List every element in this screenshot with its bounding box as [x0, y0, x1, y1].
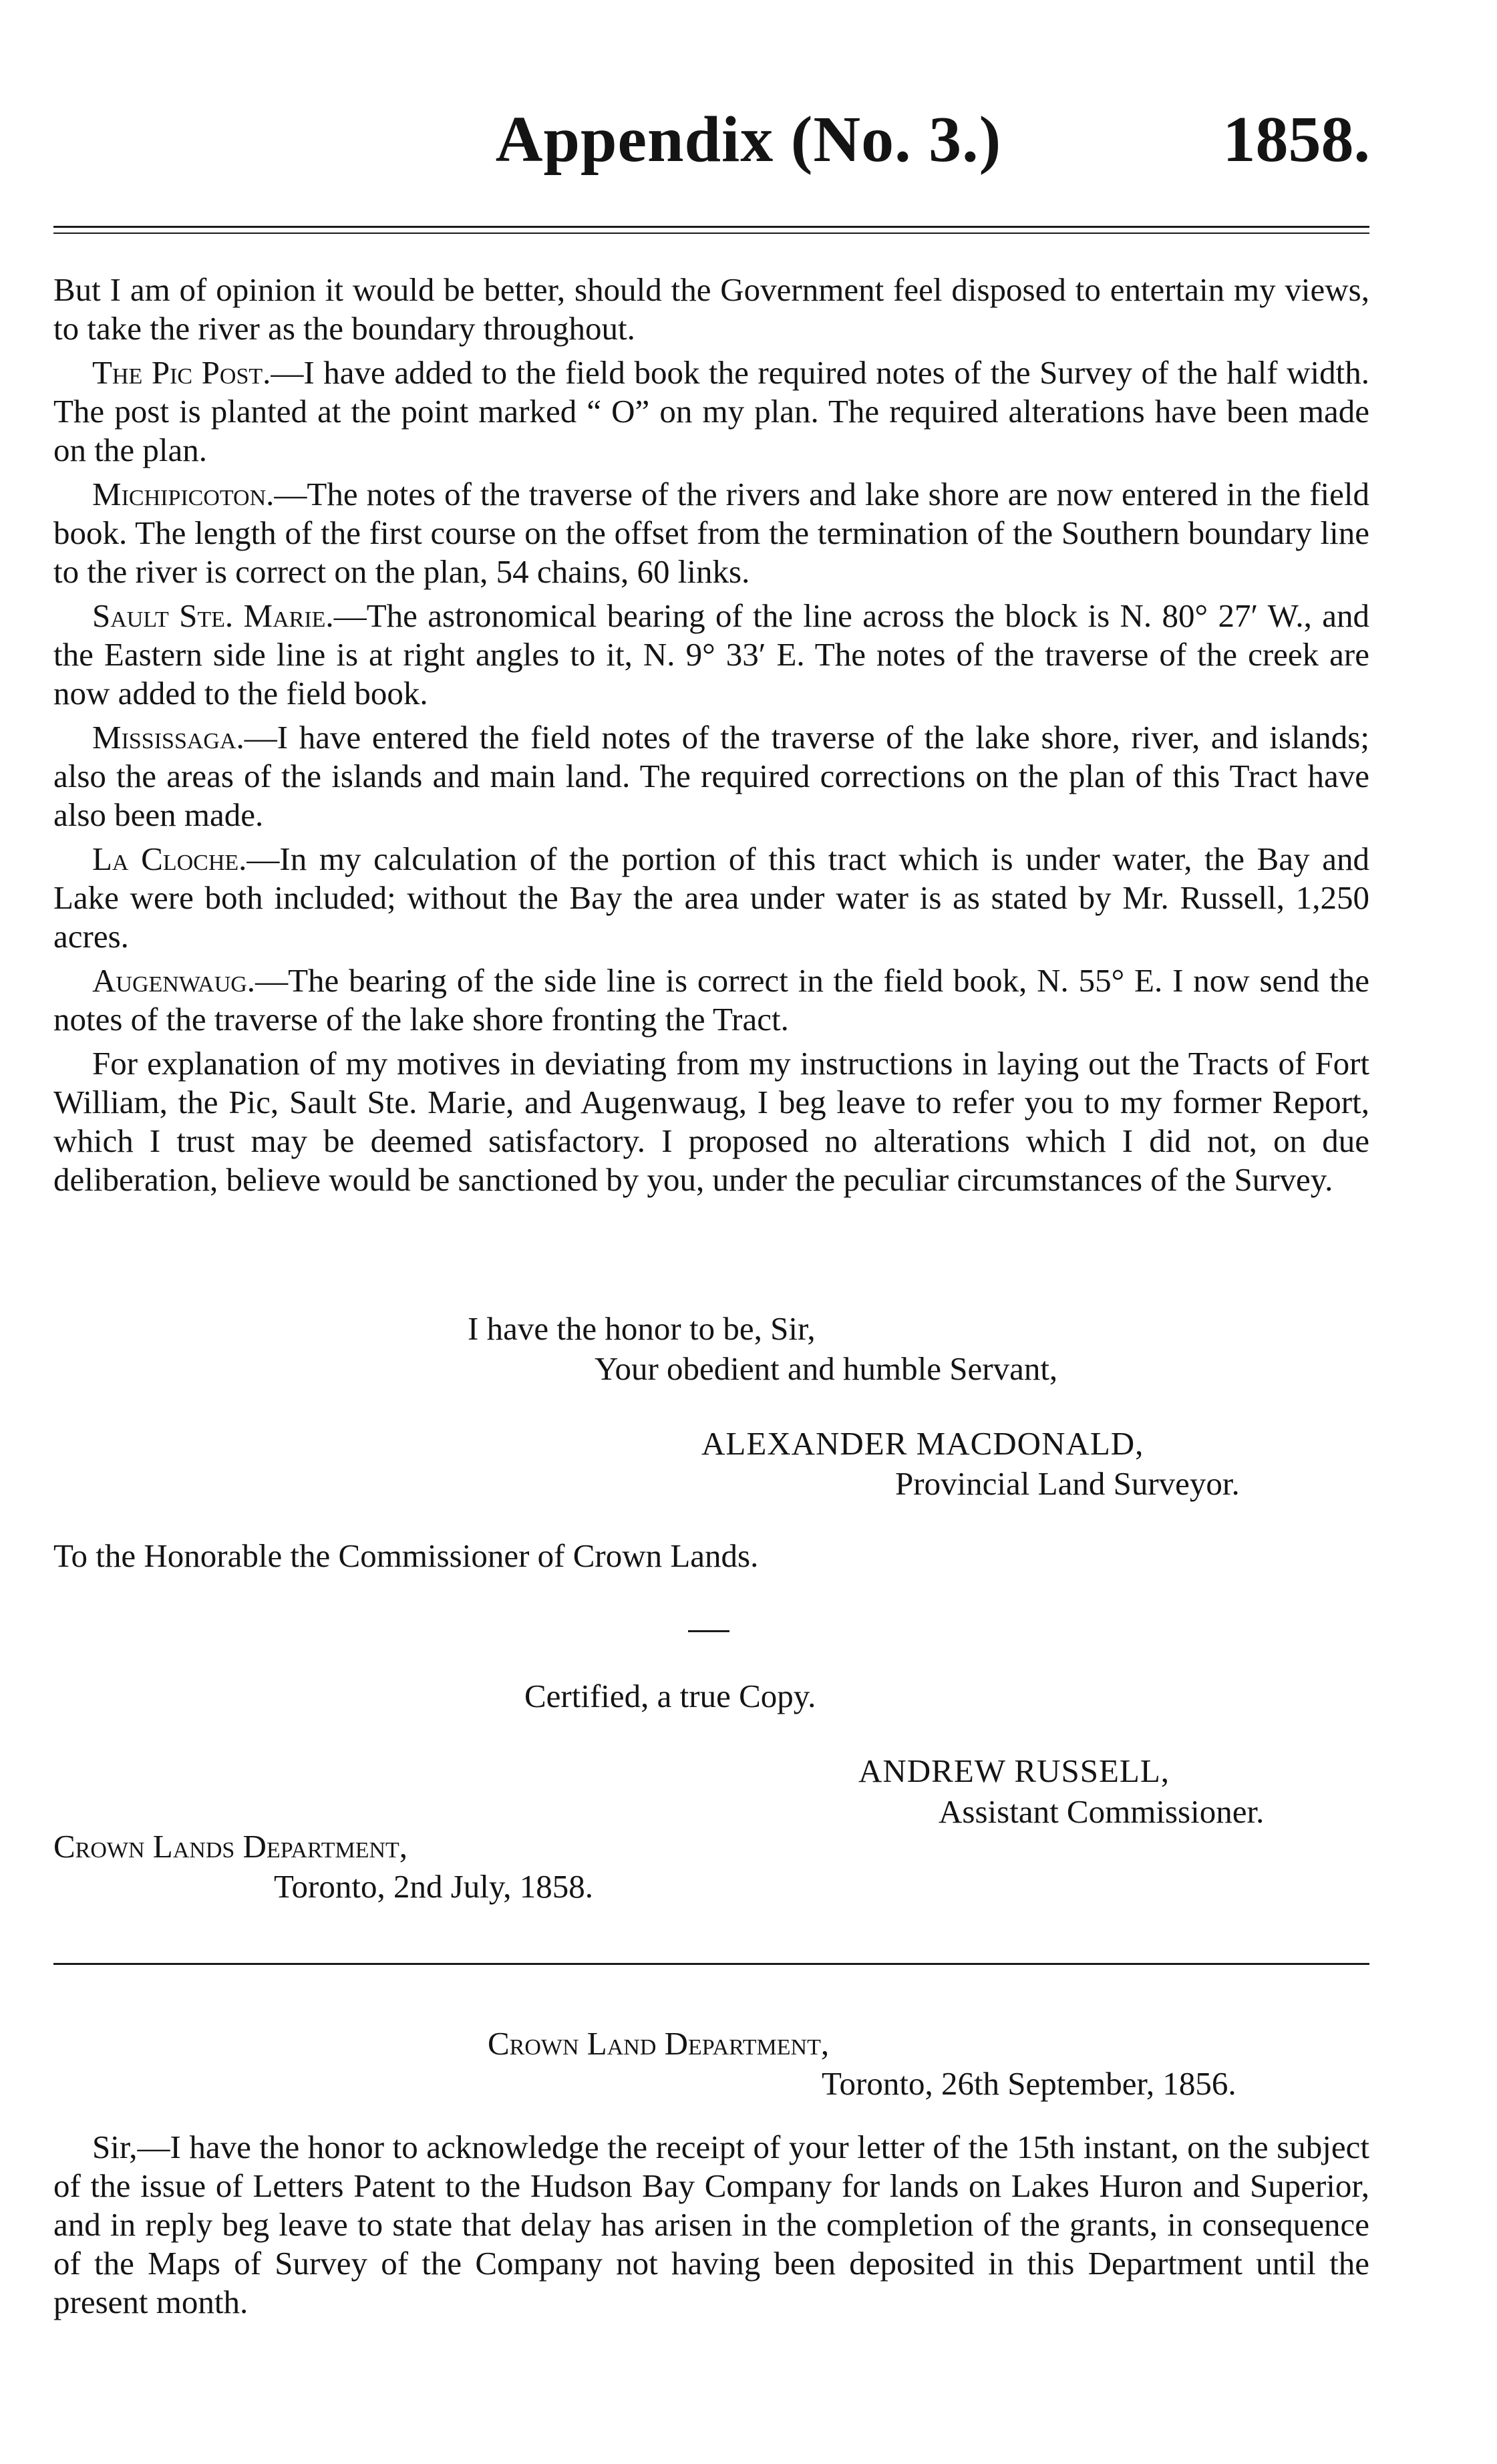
- closing-line-2: Your obedient and humble Servant,: [595, 1350, 1058, 1387]
- section-heading: Mississaga.: [92, 719, 244, 756]
- closing-line-1: I have the honor to be, Sir,: [468, 1310, 816, 1347]
- paragraph-pic-post: [53, 353, 1369, 470]
- letter2-body: [53, 2128, 1369, 2327]
- section-text: —I have added to the field book the required notes of the Survey of the half width. The post is planted at the point marked “ O” on my plan. The required alterations have been made on the plan.: [53, 354, 1369, 468]
- page-year: 1858.: [1222, 104, 1370, 176]
- section-heading: Sault Ste. Marie.: [92, 597, 334, 634]
- section-heading: Augenwaug.: [92, 962, 256, 999]
- letter2-place-date: Toronto, 26th September, 1856.: [822, 2065, 1236, 2102]
- paragraph-explanation: For explanation of my motives in deviating from my instructions in laying out the Tracts of Fort William, the Pic, Sault Ste. Marie, and Augenwaug, I beg leave to refer you to my former Report, which I trust may be deemed satisfactory. I proposed no alterations which I did not, on due deliberation, believe would be sanctioned by you, under the peculiar circumstances of the Survey.: [53, 1045, 1369, 1198]
- signature-title: Provincial Land Surveyor.: [895, 1465, 1240, 1502]
- section-rule: [53, 1963, 1369, 1965]
- header-rule-bottom: [53, 233, 1369, 234]
- signature-name: ALEXANDER MACDONALD,: [701, 1425, 1144, 1462]
- section-text: —The astronomical bearing of the line across the block is N. 80° 27′ W., and the Eastern side line is at right angles to it, N. 9° 33′ E. The notes of the traverse of the creek are now added to the field book.: [53, 597, 1369, 712]
- certifier-name: ANDREW RUSSELL,: [858, 1752, 1170, 1789]
- paragraph-michipicoton: [53, 475, 1369, 591]
- paragraph-intro: But I am of opinion it would be better, should the Government feel disposed to entertain my views, to take the river as the boundary throughout.: [53, 271, 1369, 347]
- section-heading: Michipicoton.: [92, 476, 275, 512]
- certifier-title: Assistant Commissioner.: [939, 1793, 1265, 1830]
- section-heading: La Cloche.: [92, 840, 247, 877]
- section-text: —I have entered the field notes of the traverse of the lake shore, river, and islands; also the areas of the islands and main land. The required corrections on the plan of this Tract have also been made.: [53, 719, 1369, 833]
- letter2-paragraph: Sir,—I have the honor to acknowledge the receipt of your letter of the 15th instant, on the subject of the issue of Letters Patent to the Hudson Bay Company for lands on Lakes Huron and Superior, and in reply beg leave to state that delay has arisen in the completion of the grants, in consequence of the Maps of Survey of the Company not having been deposited in this Department until the present month.: [53, 2129, 1369, 2320]
- section-text: —In my calculation of the portion of this tract which is under water, the Bay and Lake were both included; without the Bay the area under water is as stated by Mr. Russell, 1,250 acres.: [53, 840, 1369, 955]
- addressee: To the Honorable the Commissioner of Crown Lands.: [53, 1537, 759, 1574]
- section-text: —The notes of the traverse of the rivers and lake shore are now entered in the field book. The length of the first course on the offset from the termination of the Southern boundary line to the river is correct on the plan, 54 chains, 60 links.: [53, 476, 1369, 590]
- letter2-department: Crown Land Department,: [488, 2025, 830, 2062]
- letter-body: [53, 271, 1369, 1205]
- section-heading: The Pic Post.: [92, 354, 271, 391]
- section-text: —The bearing of the side line is correct in the field book, N. 55° E. I now send the notes of the traverse of the lake shore fronting the Tract.: [53, 962, 1369, 1038]
- paragraph-la-cloche: [53, 840, 1369, 956]
- header-rule-top: [53, 226, 1369, 228]
- page-title: Appendix (No. 3.): [495, 104, 1002, 176]
- paragraph-augenwaug: [53, 961, 1369, 1039]
- certification-department: Crown Lands Department,: [53, 1828, 408, 1865]
- separator-dash: [688, 1630, 729, 1632]
- paragraph-mississaga: [53, 718, 1369, 834]
- certification-text: Certified, a true Copy.: [524, 1678, 816, 1714]
- certification-place-date: Toronto, 2nd July, 1858.: [274, 1868, 593, 1905]
- paragraph-sault-ste-marie: [53, 597, 1369, 713]
